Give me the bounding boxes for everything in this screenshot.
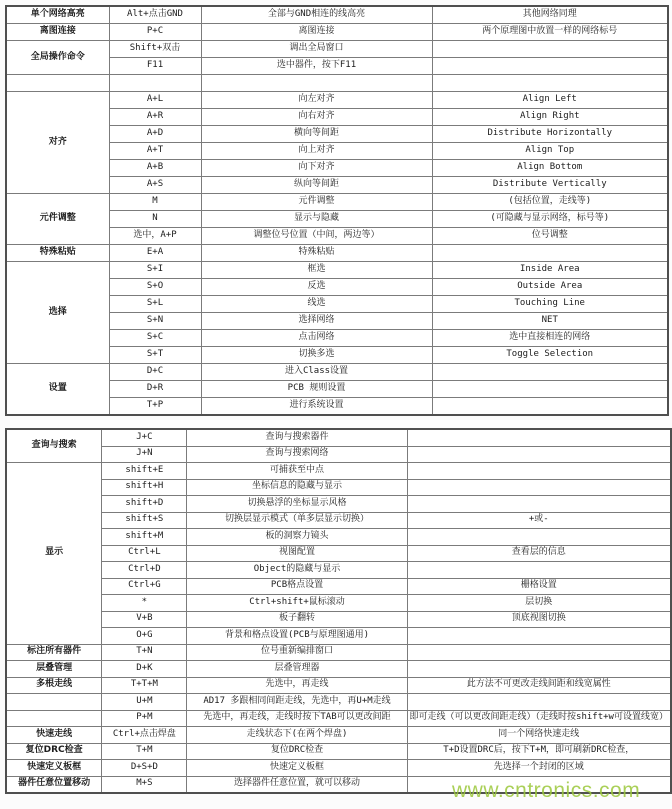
shortcut-cell: V+B [102,611,187,628]
note-cell: 查看层的信息 [407,545,671,562]
table-row [6,611,671,628]
note-cell [432,41,668,58]
table-row [6,6,668,24]
shortcut-cell: T+T+M [102,677,187,694]
shortcut-cell: P+C [109,24,201,41]
shortcut-cell: S+L [109,296,201,313]
table-row [6,446,671,463]
note-cell: Inside Area [432,262,668,279]
table-row [6,245,668,262]
note-cell: T+D设置DRC后，按下T+M，即可刷新DRC检查， [407,743,671,760]
shortcut-cell: shift+M [102,529,187,546]
description-cell: 元件调整 [201,194,432,211]
description-cell: 调整位号位置（中间，两边等） [201,228,432,245]
shortcut-cell: A+L [109,92,201,109]
description-cell: 进行系统设置 [201,398,432,416]
shortcut-cell: D+S+D [102,760,187,777]
category-cell: 元件调整 [6,194,109,245]
table-row [6,92,668,109]
shortcut-cell: P+M [102,710,187,727]
note-cell: Distribute Vertically [432,177,668,194]
description-cell: 切换层显示模式（单多层显示切换） [187,512,407,529]
note-cell [407,562,671,579]
description-cell: 框选 [201,262,432,279]
description-cell: 板的洞察力镜头 [187,529,407,546]
description-cell: PCB 规则设置 [201,381,432,398]
watermark: www.cntronics.com [452,779,641,802]
description-cell [201,75,432,92]
table-row [6,545,671,562]
note-cell: Align Right [432,109,668,126]
note-cell: Align Left [432,92,668,109]
shortcut-cell: S+T [109,347,201,364]
category-cell: 特殊粘贴 [6,245,109,262]
note-cell: 栅格设置 [407,578,671,595]
description-cell: 向下对齐 [201,160,432,177]
table-row [6,262,668,279]
shortcut-cell: T+M [102,743,187,760]
table-row [6,644,671,661]
note-cell [407,529,671,546]
category-cell: 查询与搜索 [6,429,102,463]
category-cell: 快速定义板框 [6,760,102,777]
shortcut-cell: D+R [109,381,201,398]
table-row [6,628,671,645]
note-cell [432,381,668,398]
category-cell: 全局操作命令 [6,41,109,75]
shortcut-cell: Ctrl+L [102,545,187,562]
description-cell: 选择网络 [201,313,432,330]
shortcut-cell: Alt+点击GND [109,6,201,24]
note-cell [432,398,668,416]
shortcut-cell: S+C [109,330,201,347]
category-cell: 层叠管理 [6,661,102,678]
note-cell: 其他网络同理 [432,6,668,24]
description-cell: 先选中，再走线 [187,677,407,694]
note-cell: 此方法不可更改走线间距和线宽属性 [407,677,671,694]
category-cell: 单个网络高亮 [6,6,109,24]
shortcut-cell: J+C [102,429,187,446]
shortcut-cell: F11 [109,58,201,75]
table-row [6,710,671,727]
category-cell: 标注所有器件 [6,644,102,661]
shortcut-cell: E+A [109,245,201,262]
shortcut-cell: M [109,194,201,211]
shortcut-cell: J+N [102,446,187,463]
shortcut-cell: Ctrl+点击焊盘 [102,727,187,744]
table-row [6,661,671,678]
description-cell: 视图配置 [187,545,407,562]
note-cell [407,446,671,463]
description-cell: Ctrl+shift+鼠标滚动 [187,595,407,612]
category-cell: 复位DRC检查 [6,743,102,760]
category-cell: 快速走线 [6,727,102,744]
description-cell: 调出全局窗口 [201,41,432,58]
note-cell: Align Top [432,143,668,160]
description-cell: 位号重新编排窗口 [187,644,407,661]
note-cell [407,694,671,711]
shortcut-cell: shift+D [102,496,187,513]
note-cell: 即可走线（可以更改间距走线）（走线时按shift+w可设置线宽） [407,710,671,727]
note-cell [407,479,671,496]
note-cell [432,364,668,381]
shortcut-cell: D+K [102,661,187,678]
shortcut-cell: T+P [109,398,201,416]
table-row [6,496,671,513]
shortcut-cell: S+N [109,313,201,330]
shortcut-table-top [5,5,669,416]
table-row [6,24,668,41]
description-cell: 切换悬浮的坐标显示风格 [187,496,407,513]
description-cell: 特殊粘贴 [201,245,432,262]
description-cell: 坐标信息的隐藏与显示 [187,479,407,496]
description-cell: 背景和格点设置(PCB与原理图通用) [187,628,407,645]
description-cell: 全部与GND相连的线高亮 [201,6,432,24]
description-cell: 线选 [201,296,432,313]
category-cell: 对齐 [6,92,109,194]
note-cell: 位号调整 [432,228,668,245]
note-cell: Outside Area [432,279,668,296]
description-cell: 进入Class设置 [201,364,432,381]
note-cell: 层切换 [407,595,671,612]
shortcut-cell: shift+H [102,479,187,496]
description-cell: Object的隐藏与显示 [187,562,407,579]
description-cell: 板子翻转 [187,611,407,628]
shortcut-cell [109,75,201,92]
note-cell: 选中直接相连的网络 [432,330,668,347]
category-cell [6,694,102,711]
table-row [6,429,671,446]
shortcut-cell: N [109,211,201,228]
category-cell: 设置 [6,364,109,416]
shortcut-cell: Ctrl+G [102,578,187,595]
note-cell [432,75,668,92]
description-cell: 查询与搜索网络 [187,446,407,463]
shortcut-table-bottom [5,428,672,794]
note-cell: Distribute Horizontally [432,126,668,143]
note-cell [407,661,671,678]
table-row [6,463,671,480]
description-cell: 走线状态下(在两个焊盘) [187,727,407,744]
table-row [6,677,671,694]
table-row [6,41,668,58]
note-cell [407,429,671,446]
description-cell: 切换多选 [201,347,432,364]
shortcut-cell: U+M [102,694,187,711]
table-row [6,364,668,381]
table-row [6,595,671,612]
note-cell [407,463,671,480]
note-cell [407,496,671,513]
note-cell: 同一个网络快速走线 [407,727,671,744]
note-cell: 顶底视图切换 [407,611,671,628]
note-cell: NET [432,313,668,330]
shortcut-cell: Shift+双击 [109,41,201,58]
table-row [6,727,671,744]
description-cell: 纵向等间距 [201,177,432,194]
description-cell: 离图连接 [201,24,432,41]
shortcut-cell: S+O [109,279,201,296]
description-cell: 快速定义板框 [187,760,407,777]
table-row [6,529,671,546]
description-cell: 层叠管理器 [187,661,407,678]
table-row [6,75,668,92]
shortcut-cell: A+B [109,160,201,177]
note-cell: Toggle Selection [432,347,668,364]
shortcut-cell: M+S [102,776,187,793]
table-row [6,194,668,211]
note-cell [432,58,668,75]
description-cell: 选择器件任意位置，就可以移动 [187,776,407,793]
note-cell: Align Bottom [432,160,668,177]
category-cell: 选择 [6,262,109,364]
shortcut-cell: A+S [109,177,201,194]
category-cell [6,710,102,727]
description-cell: 查询与搜索器件 [187,429,407,446]
note-cell: 两个原理图中放置一样的网络标号 [432,24,668,41]
category-cell: 器件任意位置移动 [6,776,102,793]
category-cell: 多根走线 [6,677,102,694]
table-row [6,760,671,777]
shortcut-cell: O+G [102,628,187,645]
description-cell: 点击网络 [201,330,432,347]
table-row [6,578,671,595]
description-cell: 复位DRC检查 [187,743,407,760]
description-cell: 可捕获至中点 [187,463,407,480]
category-cell: 显示 [6,463,102,645]
description-cell: 向右对齐 [201,109,432,126]
table-row [6,512,671,529]
note-cell: +或- [407,512,671,529]
description-cell: 向上对齐 [201,143,432,160]
description-cell: AD17 多跟相同间距走线，先选中，再U+M走线 [187,694,407,711]
category-cell: 离图连接 [6,24,109,41]
table-row [6,743,671,760]
shortcut-cell: A+R [109,109,201,126]
shortcut-cell: 选中，A+P [109,228,201,245]
table-row [6,479,671,496]
shortcut-cell: D+C [109,364,201,381]
note-cell: (包括位置，走线等) [432,194,668,211]
shortcut-cell: A+D [109,126,201,143]
note-cell [407,628,671,645]
shortcut-cell: A+T [109,143,201,160]
table-row [6,562,671,579]
shortcut-cell: T+N [102,644,187,661]
description-cell: 反选 [201,279,432,296]
category-cell [6,75,109,92]
shortcut-cell: S+I [109,262,201,279]
note-cell: 先选择一个封闭的区域 [407,760,671,777]
shortcut-cell: * [102,595,187,612]
shortcut-cell: Ctrl+D [102,562,187,579]
description-cell: 显示与隐藏 [201,211,432,228]
note-cell [432,245,668,262]
note-cell: (可隐藏与显示网络，标号等) [432,211,668,228]
shortcut-cell: shift+E [102,463,187,480]
description-cell: 先选中，再走线，走线时按下TAB可以更改间距 [187,710,407,727]
note-cell: Touching Line [432,296,668,313]
note-cell [407,644,671,661]
description-cell: 横向等间距 [201,126,432,143]
description-cell: PCB格点设置 [187,578,407,595]
table-row [6,694,671,711]
shortcut-cell: shift+S [102,512,187,529]
description-cell: 向左对齐 [201,92,432,109]
description-cell: 选中器件，按下F11 [201,58,432,75]
